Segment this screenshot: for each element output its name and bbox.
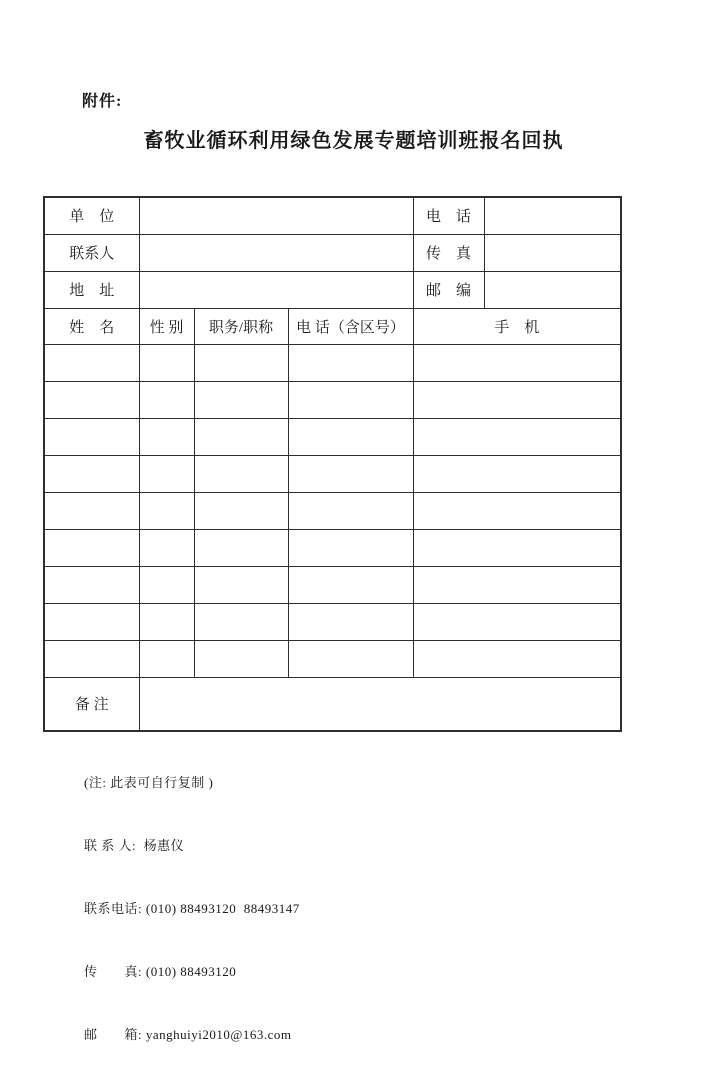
gender-cell (139, 529, 194, 566)
mobile-cell (413, 381, 621, 418)
name-cell (44, 418, 139, 455)
contact-person-value-cell (139, 234, 413, 271)
unit-label: 单 位 (44, 197, 139, 234)
fax-label: 传 真 (413, 234, 484, 271)
gender-cell (139, 381, 194, 418)
position-cell (194, 492, 288, 529)
phone-cell (288, 381, 413, 418)
email-note: 邮 箱: yanghuiyi2010@163.com (84, 1027, 292, 1042)
gender-cell (139, 640, 194, 677)
gender-cell (139, 603, 194, 640)
gender-cell (139, 455, 194, 492)
remark-value-cell (139, 677, 621, 731)
attendee-row (44, 492, 621, 529)
name-cell (44, 529, 139, 566)
fax-value-cell (484, 234, 621, 271)
phone-label: 电 话 (413, 197, 484, 234)
address-label: 地 址 (44, 271, 139, 308)
phone-value-cell (484, 197, 621, 234)
attendee-row (44, 455, 621, 492)
mobile-column-header: 手 机 (413, 308, 621, 344)
table-row-contact (44, 234, 621, 271)
attendee-row (44, 381, 621, 418)
table-row-address (44, 271, 621, 308)
attendee-row (44, 640, 621, 677)
position-cell (194, 455, 288, 492)
phone-cell (288, 640, 413, 677)
attachment-label: 附件: (82, 93, 123, 110)
remark-row (44, 677, 621, 731)
phone-cell (288, 418, 413, 455)
remark-label: 备 注 (44, 677, 139, 731)
position-cell (194, 529, 288, 566)
phone-cell (288, 529, 413, 566)
attendee-header-row (44, 308, 621, 344)
gender-column-header: 性 别 (139, 308, 194, 344)
name-column-header: 姓 名 (44, 308, 139, 344)
mobile-cell (413, 640, 621, 677)
position-cell (194, 381, 288, 418)
phone-column-header: 电 话（含区号） (288, 308, 413, 344)
position-cell (194, 418, 288, 455)
name-cell (44, 566, 139, 603)
gender-cell (139, 492, 194, 529)
attendee-row (44, 344, 621, 381)
position-cell (194, 566, 288, 603)
attendee-row (44, 566, 621, 603)
position-cell (194, 344, 288, 381)
gender-cell (139, 566, 194, 603)
mobile-cell (413, 603, 621, 640)
table-row-unit (44, 197, 621, 234)
mobile-cell (413, 529, 621, 566)
attendee-row (44, 418, 621, 455)
phone-cell (288, 492, 413, 529)
name-cell (44, 640, 139, 677)
name-cell (44, 603, 139, 640)
attendee-row (44, 529, 621, 566)
contact-person-note: 联 系 人: 杨惠仪 (84, 838, 185, 853)
attendee-row (44, 603, 621, 640)
contact-phone-note: 联系电话: (010) 88493120 88493147 (84, 901, 300, 916)
registration-table (43, 196, 622, 732)
address-value-cell (139, 271, 413, 308)
mobile-cell (413, 418, 621, 455)
position-cell (194, 640, 288, 677)
position-column-header: 职务/职称 (194, 308, 288, 344)
gender-cell (139, 418, 194, 455)
mobile-cell (413, 566, 621, 603)
mobile-cell (413, 492, 621, 529)
mobile-cell (413, 344, 621, 381)
name-cell (44, 492, 139, 529)
gender-cell (139, 344, 194, 381)
fax-note: 传 真: (010) 88493120 (84, 964, 237, 979)
phone-cell (288, 566, 413, 603)
phone-cell (288, 344, 413, 381)
name-cell (44, 381, 139, 418)
mobile-cell (413, 455, 621, 492)
name-cell (44, 455, 139, 492)
phone-cell (288, 455, 413, 492)
postcode-value-cell (484, 271, 621, 308)
contact-person-label: 联系人 (44, 234, 139, 271)
copy-note: (注: 此表可自行复制 ) (84, 775, 214, 790)
page-title: 畜牧业循环利用绿色发展专题培训班报名回执 (143, 130, 564, 152)
phone-cell (288, 603, 413, 640)
footer-notes (84, 730, 300, 1087)
unit-value-cell (139, 197, 413, 234)
position-cell (194, 603, 288, 640)
name-cell (44, 344, 139, 381)
postcode-label: 邮 编 (413, 271, 484, 308)
